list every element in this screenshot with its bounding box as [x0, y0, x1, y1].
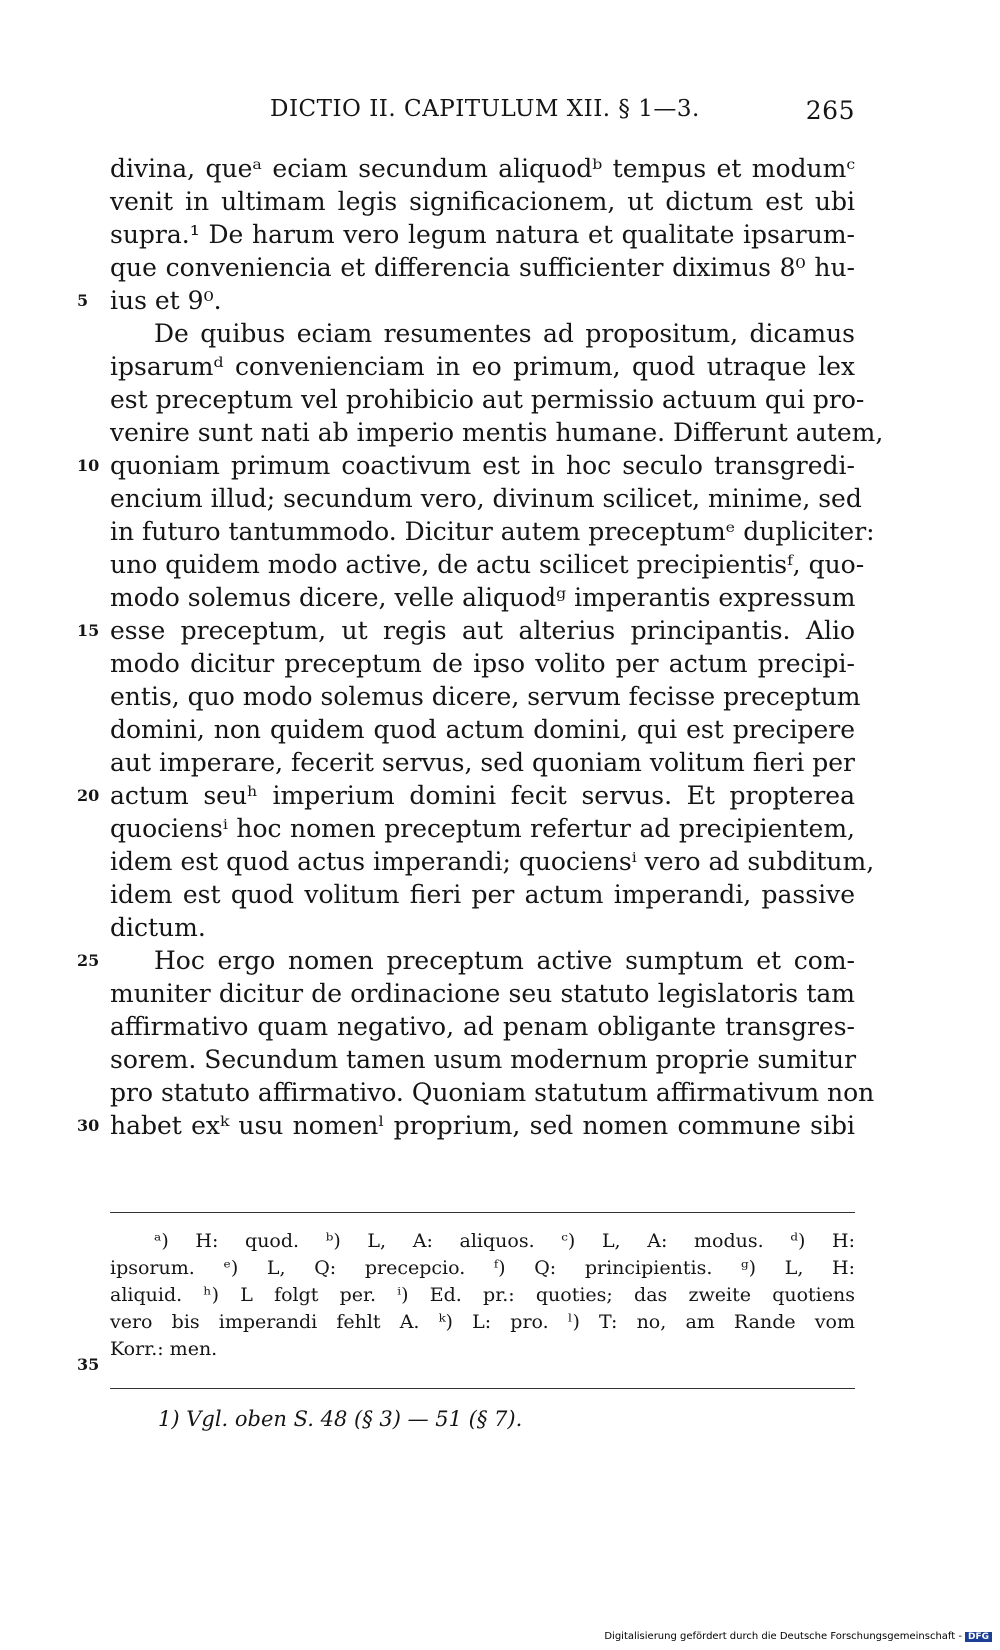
text-line: esse preceptum, ut regis aut alterius principantis. Alio [110, 616, 855, 645]
text-line: muniter dicitur de ordinacione seu statuto legislatoris tam [110, 979, 855, 1008]
line-number: 20 [77, 786, 100, 805]
text-line: dictum. [110, 913, 206, 942]
text-line: venit in ultimam legis significacionem, ut dictum est ubi [110, 187, 855, 216]
text-line: Hoc ergo nomen preceptum active sumptum et com- [154, 946, 855, 975]
line-number: 30 [77, 1116, 100, 1135]
text-line: supra.¹ De harum vero legum natura et qualitate ipsarum- [110, 220, 855, 249]
text-line: sorem. Secundum tamen usum modernum proprie sumitur [110, 1045, 857, 1074]
text-line: est preceptum vel prohibicio aut permissio actuum qui pro- [110, 385, 865, 414]
line-number: 10 [77, 456, 100, 475]
line-number: 15 [77, 621, 100, 640]
text-line: ipsarumᵈ convenienciam in eo primum, quod utraque lex [110, 352, 855, 381]
text-line: modo dicitur preceptum de ipso volito per actum precipi- [110, 649, 855, 678]
footnote-line: ipsorum. ᵉ) L, Q: precepcio. ᶠ) Q: principientis. ᵍ) L, H: [110, 1257, 855, 1279]
text-line: affirmativo quam negativo, ad penam obligante transgres- [110, 1012, 855, 1041]
text-line: divina, queᵃ eciam secundum aliquodᵇ tempus et modumᶜ [110, 154, 855, 183]
line-number: 35 [77, 1355, 100, 1374]
text-line: entis, quo modo solemus dicere, servum fecisse preceptum [110, 682, 861, 711]
reference-note: 1) Vgl. oben S. 48 (§ 3) — 51 (§ 7). [158, 1407, 523, 1431]
line-number: 5 [77, 291, 89, 310]
text-line: actum seuʰ imperium domini fecit servus. Et propterea [110, 781, 855, 810]
footnote-line: Korr.: men. [110, 1338, 218, 1360]
text-line: idem est quod volitum fieri per actum imperandi, passive [110, 880, 855, 909]
footnote-divider [110, 1212, 855, 1213]
footnote-line: ᵃ) H: quod. ᵇ) L, A: aliquos. ᶜ) L, A: modus. ᵈ) H: [154, 1230, 855, 1252]
footnote-line: vero bis imperandi fehlt A. ᵏ) L: pro. ˡ) T: no, am Rande vom [110, 1311, 855, 1333]
text-line: venire sunt nati ab imperio mentis humane. Differunt autem, [110, 418, 884, 447]
text-line: in futuro tantummodo. Dicitur autem preceptumᵉ dupliciter: [110, 517, 875, 546]
text-line: idem est quod actus imperandi; quociensⁱ vero ad subditum, [110, 847, 875, 876]
running-title: DICTIO II. CAPITULUM XII. § 1—3. [270, 96, 700, 122]
footnote-line: aliquid. ʰ) L folgt per. ⁱ) Ed. pr.: quoties; das zweite quotiens [110, 1284, 855, 1306]
text-line: domini, non quidem quod actum domini, qui est precipere [110, 715, 855, 744]
text-line: habet exᵏ usu nomenˡ proprium, sed nomen commune sibi [110, 1111, 855, 1140]
text-line: modo solemus dicere, velle aliquodᵍ imperantis expressum [110, 583, 856, 612]
dfg-logo: DFG [965, 1632, 992, 1642]
text-line: encium illud; secundum vero, divinum scilicet, minime, sed [110, 484, 862, 513]
text-line: pro statuto affirmativo. Quoniam statutum affirmativum non [110, 1078, 875, 1107]
text-line: uno quidem modo active, de actu scilicet precipientisᶠ, quo- [110, 550, 865, 579]
text-line: De quibus eciam resumentes ad propositum, dicamus [154, 319, 855, 348]
text-line: que conveniencia et differencia sufficienter diximus 8⁰ hu- [110, 253, 855, 282]
text-line: aut imperare, fecerit servus, sed quoniam volitum fieri per [110, 748, 855, 777]
line-number: 25 [77, 951, 100, 970]
text-line: ius et 9⁰. [110, 286, 222, 315]
digitization-credit [604, 1631, 992, 1642]
text-line: quociensⁱ hoc nomen preceptum refertur ad precipientem, [110, 814, 855, 843]
credit-text: Digitalisierung gefördert durch die Deutsche Forschungsgemeinschaft - [604, 1631, 962, 1642]
text-line: quoniam primum coactivum est in hoc seculo transgredi- [110, 451, 855, 480]
running-header [110, 96, 855, 132]
page-number: 265 [805, 96, 855, 125]
reference-divider [110, 1388, 855, 1389]
